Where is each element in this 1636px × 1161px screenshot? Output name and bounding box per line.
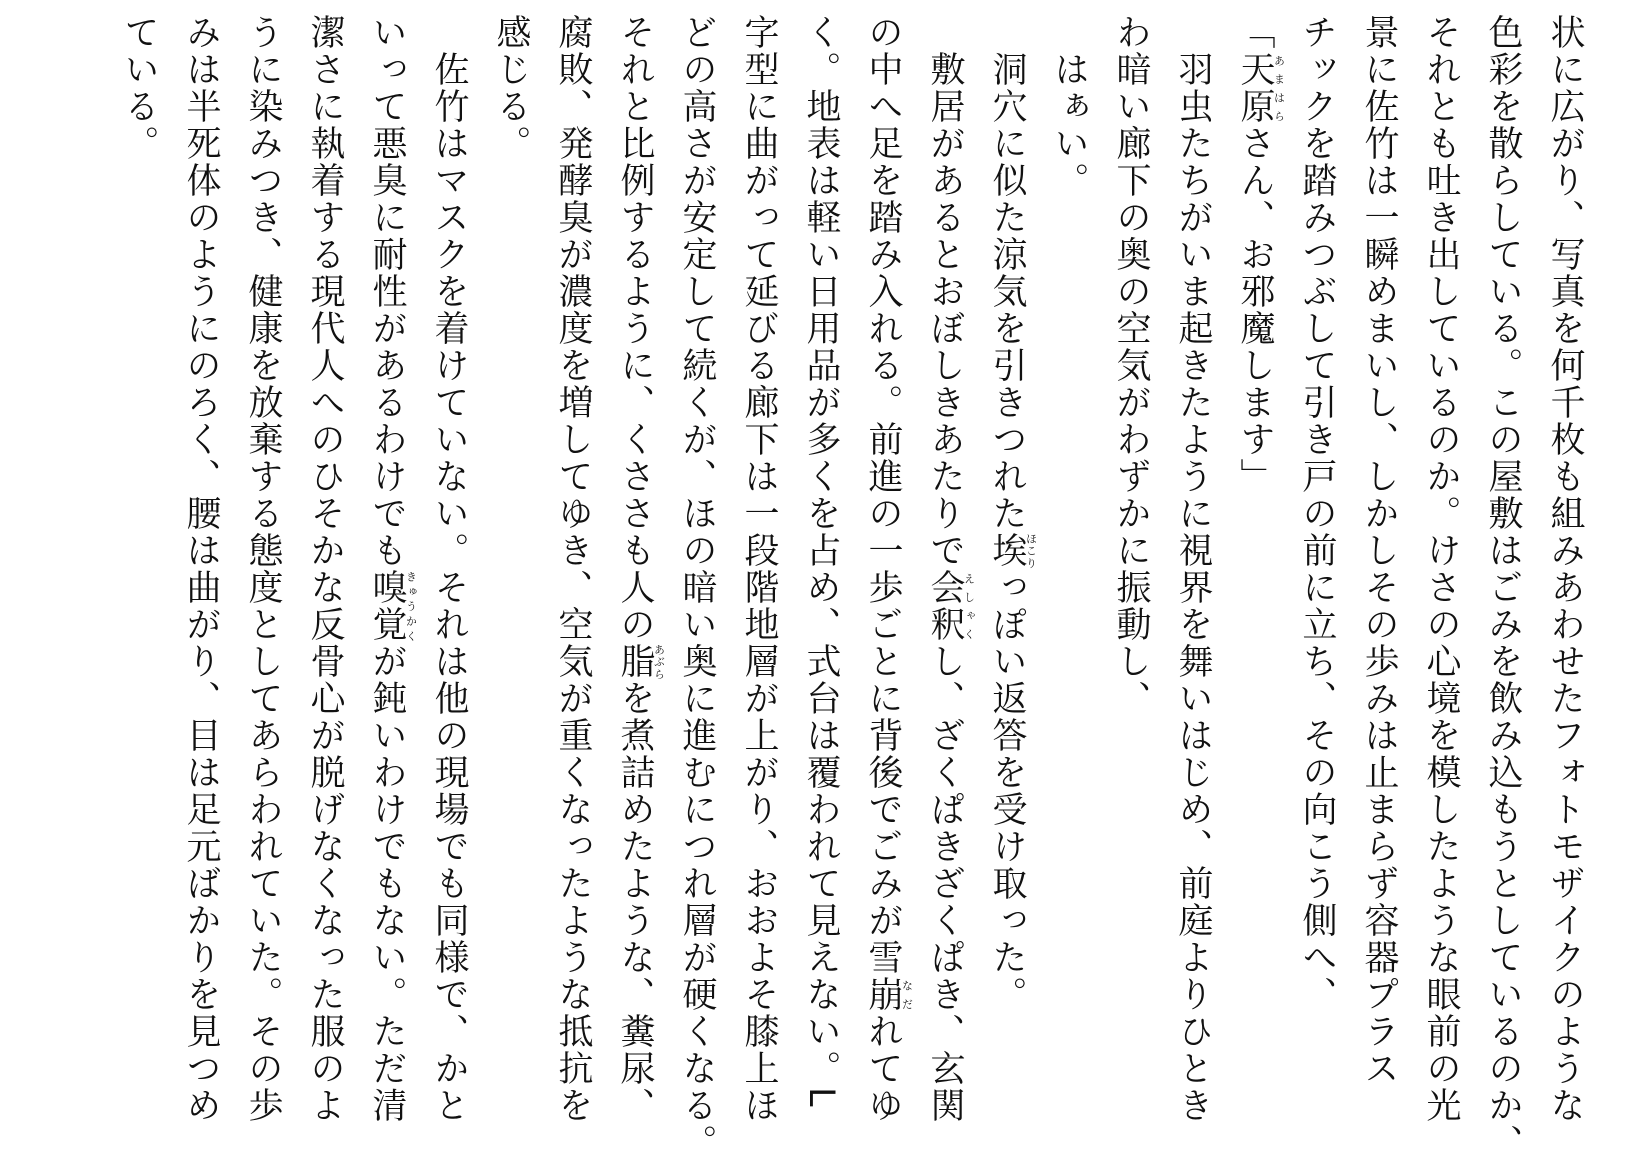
text-run: っぽい返答を受け取った。 <box>987 569 1027 1013</box>
text-run: 状に広がり、写真を何千枚も組みあわせたフォトモザイクのような <box>1545 14 1585 1124</box>
text-line <box>108 14 170 1074</box>
text-line <box>914 14 976 1124</box>
text-run: 潔さに執着する現代人へのひそかな反骨心が脱げなくなった服のよ <box>305 14 345 1124</box>
text-line <box>1534 14 1596 1124</box>
text-line <box>1286 14 1348 1074</box>
text-run: が鈍いわけでもない。ただ清 <box>367 643 407 1124</box>
text-run: それとも吐き出しているのか。けさの心境を模したような眼前の光 <box>1421 14 1461 1124</box>
ruby-base: 天原 <box>1235 51 1275 125</box>
text-line <box>728 14 790 1124</box>
ruby-reading: あぶら <box>652 643 666 680</box>
ruby-reading: ほこり <box>1024 532 1038 569</box>
text-line <box>1100 14 1162 1074</box>
text-line <box>1162 14 1224 1124</box>
text-run: それと比例するように、くささも人の <box>615 14 655 643</box>
text-run: し、ざくぱきざくぱき、玄関 <box>925 643 965 1124</box>
text-line <box>542 14 604 1124</box>
text-line <box>976 14 1038 1074</box>
ruby-reading: きゅうかく <box>404 569 418 643</box>
ruby-base: 脂 <box>615 643 655 680</box>
text-run: 羽虫たちがいま起きたように視界を舞いはじめ、前庭よりひとき <box>1173 14 1213 1124</box>
ruby-reading: あまはら <box>1272 51 1286 125</box>
text-line <box>418 14 480 1124</box>
text-run: いって悪臭に耐性があるわけでも <box>367 14 407 569</box>
text-run: みは半死体のようにのろく、腰は曲がり、目は足元ばかりを見つめ <box>181 14 221 1124</box>
text-run: はぁい。 <box>1049 14 1089 199</box>
ruby-annotation <box>367 569 418 643</box>
text-run: チックを踏みつぶして引き戸の前に立ち、その向こう側へ、 <box>1297 14 1337 1013</box>
text-run: 敷居があるとおぼしきあたりで <box>925 14 965 569</box>
text-run: れてゆ <box>863 1013 903 1124</box>
text-line <box>232 14 294 1124</box>
text-run: ている。 <box>119 14 159 162</box>
text-line <box>666 14 728 1161</box>
ruby-base: 会釈 <box>925 569 965 643</box>
ruby-base: 嗅覚 <box>367 569 407 643</box>
text-line <box>790 14 852 1109</box>
text-run: く。地表は軽い日用品が多くを占め、式台は覆われて見えない。L <box>801 14 841 1109</box>
text-line <box>170 14 232 1124</box>
ruby-annotation <box>863 976 914 1013</box>
text-line <box>1472 14 1534 1161</box>
text-line <box>1410 14 1472 1124</box>
ruby-reading: なだ <box>900 976 914 1013</box>
text-run: 感じる。 <box>491 14 531 162</box>
text-run: 景に佐竹は一瞬めまいし、しかしその歩みは止まらず容器プラス <box>1359 14 1399 1087</box>
text-line <box>604 14 666 1124</box>
text-run: さん、お邪魔します」 <box>1235 125 1275 495</box>
text-run: 字型に曲がって延びる廊下は一段階地層が上がり、おおよそ膝上ほ <box>739 14 779 1124</box>
text-line <box>1348 14 1410 1087</box>
vertical-text-body <box>108 14 1596 1161</box>
text-run: 佐竹はマスクを着けていない。それは他の現場でも同様で、かと <box>429 14 469 1124</box>
text-run: どの高さが安定して続くが、ほの暗い奥に進むにつれ層が硬くなる。 <box>677 14 717 1161</box>
ruby-base: 崩 <box>863 976 903 1013</box>
text-line <box>356 14 418 1124</box>
text-run: 色彩を散らしている。この屋敷はごみを飲み込もうとしているのか、 <box>1483 14 1523 1161</box>
text-line <box>480 14 542 1074</box>
text-run: を煮詰めたような、糞尿、 <box>615 680 655 1124</box>
text-line <box>1224 14 1286 1074</box>
ruby-annotation <box>1235 51 1286 125</box>
text-run: 腐敗、発酵臭が濃度を増してゆき、空気が重くなったような抵抗を <box>553 14 593 1124</box>
text-line <box>1038 14 1100 1074</box>
ruby-annotation <box>925 569 976 643</box>
ruby-reading: えしゃく <box>962 569 976 643</box>
text-run: 「 <box>1235 14 1275 51</box>
ruby-base: 埃 <box>987 532 1027 569</box>
text-run: の中へ足を踏み入れる。前進の一歩ごとに背後でごみが雪 <box>863 14 903 976</box>
text-run: 洞穴に似た涼気を引きつれた <box>987 14 1027 532</box>
text-run: うに染みつき、健康を放棄する態度としてあらわれていた。その歩 <box>243 14 283 1124</box>
text-line <box>294 14 356 1124</box>
ruby-annotation <box>615 643 666 680</box>
text-run: わ暗い廊下の奥の空気がわずかに振動し、 <box>1111 14 1151 717</box>
ruby-annotation <box>987 532 1038 569</box>
text-line <box>852 14 914 1124</box>
